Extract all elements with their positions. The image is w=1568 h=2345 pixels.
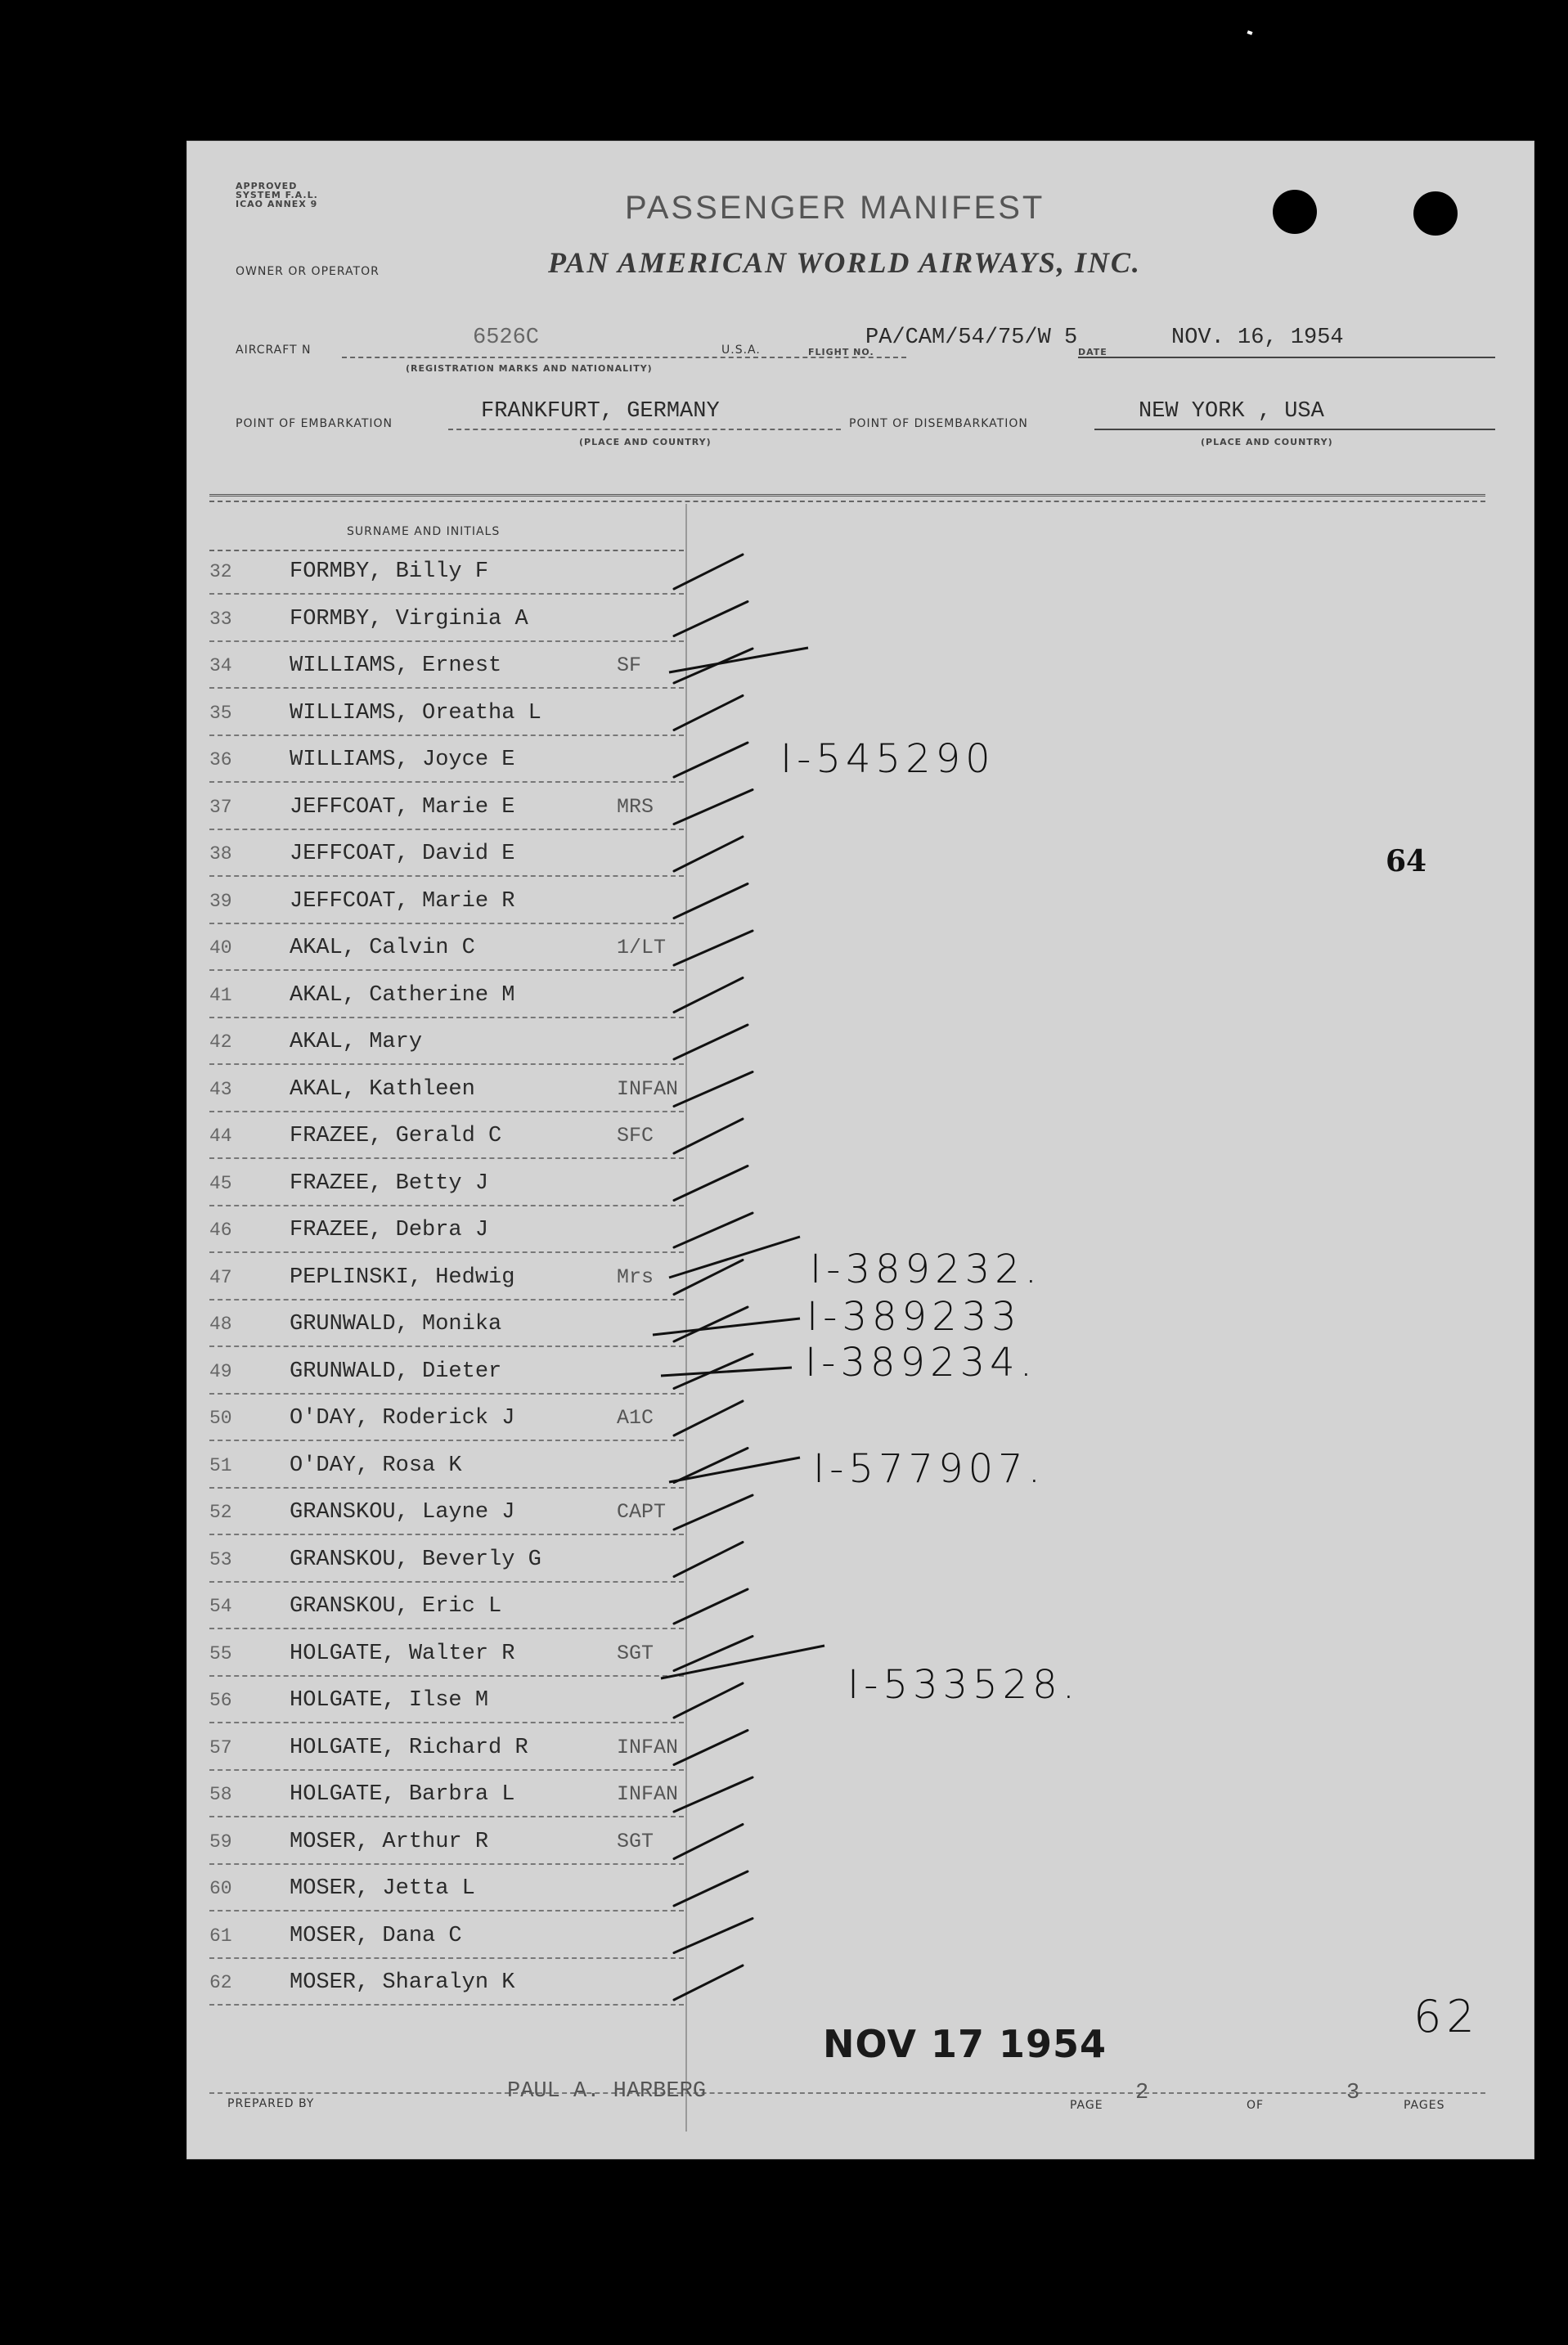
passenger-rank: INFAN bbox=[617, 1735, 679, 1759]
alien-number: I-577907. bbox=[813, 1446, 1045, 1492]
row-number: 44 bbox=[209, 1125, 232, 1147]
stamped-page-number: 64 bbox=[1386, 844, 1427, 878]
tick-marks bbox=[186, 141, 1534, 2159]
manifest-sheet bbox=[186, 141, 1534, 2159]
row-number: 55 bbox=[209, 1642, 232, 1664]
row-number: 47 bbox=[209, 1266, 232, 1288]
alien-number: I-389233 bbox=[806, 1294, 1022, 1340]
passenger-rank: A1C bbox=[617, 1406, 654, 1430]
embarkation-value: FRANKFURT, GERMANY bbox=[481, 399, 720, 424]
passenger-name: GRANSKOU, Layne J bbox=[290, 1500, 515, 1525]
aircraft-label: AIRCRAFT N bbox=[236, 344, 312, 357]
passenger-name: WILLIAMS, Ernest bbox=[290, 654, 502, 678]
tick-mark bbox=[674, 1495, 753, 1530]
row-number: 50 bbox=[209, 1408, 232, 1429]
pages-label: PAGES bbox=[1404, 2099, 1445, 2112]
row-number: 35 bbox=[209, 702, 232, 724]
row-number: 45 bbox=[209, 1172, 232, 1194]
passenger-name: GRANSKOU, Eric L bbox=[290, 1594, 502, 1619]
passenger-name: GRUNWALD, Dieter bbox=[290, 1359, 502, 1384]
tick-mark bbox=[674, 1777, 753, 1812]
date-label: DATE bbox=[1078, 347, 1107, 357]
row-number: 37 bbox=[209, 796, 232, 818]
passenger-name: MOSER, Jetta L bbox=[290, 1876, 475, 1901]
row-number: 41 bbox=[209, 984, 232, 1006]
row-number: 32 bbox=[209, 561, 232, 582]
tick-mark bbox=[674, 1449, 748, 1483]
operator-name: PAN AMERICAN WORLD AIRWAYS, INC. bbox=[548, 246, 1141, 279]
passenger-rank: INFAN bbox=[617, 1076, 679, 1101]
passenger-rank: CAPT bbox=[617, 1500, 667, 1524]
aircraft-value: 6526C bbox=[473, 326, 540, 350]
connector-stroke bbox=[669, 1458, 800, 1482]
passenger-name: AKAL, Mary bbox=[290, 1030, 423, 1054]
row-number: 42 bbox=[209, 1031, 232, 1053]
passenger-name: MOSER, Sharalyn K bbox=[290, 1970, 515, 1995]
tick-mark bbox=[674, 1589, 748, 1624]
passenger-name: HOLGATE, Richard R bbox=[290, 1735, 528, 1760]
tick-mark bbox=[674, 602, 748, 636]
row-number: 59 bbox=[209, 1831, 232, 1853]
tick-mark bbox=[674, 884, 748, 919]
passenger-name: GRUNWALD, Monika bbox=[290, 1312, 502, 1336]
aircraft-caption: (REGISTRATION MARKS AND NATIONALITY) bbox=[406, 363, 653, 374]
tick-mark bbox=[674, 1965, 743, 2000]
passenger-name: FRAZEE, Gerald C bbox=[290, 1124, 502, 1148]
row-number: 62 bbox=[209, 1972, 232, 1993]
passenger-name: MOSER, Dana C bbox=[290, 1923, 462, 1948]
connector-stroke bbox=[653, 1319, 800, 1335]
row-number: 52 bbox=[209, 1502, 232, 1523]
date-stamp: NOV 17 1954 bbox=[823, 2022, 1107, 2066]
tick-mark bbox=[674, 1871, 748, 1906]
tick-mark bbox=[674, 743, 748, 777]
tick-mark bbox=[674, 978, 743, 1013]
tick-mark bbox=[674, 1637, 753, 1671]
passenger-name: JEFFCOAT, David E bbox=[290, 842, 515, 866]
page-value: 2 bbox=[1135, 2081, 1149, 2105]
passenger-name: PEPLINSKI, Hedwig bbox=[290, 1265, 515, 1290]
row-number: 40 bbox=[209, 937, 232, 959]
column-header: SURNAME AND INITIALS bbox=[347, 525, 501, 538]
passenger-name: AKAL, Calvin C bbox=[290, 936, 475, 960]
alien-number: I-533528. bbox=[847, 1662, 1080, 1708]
tick-mark bbox=[674, 649, 753, 683]
row-number: 39 bbox=[209, 890, 232, 912]
passenger-name: MOSER, Arthur R bbox=[290, 1829, 489, 1854]
tick-mark bbox=[674, 1919, 753, 1953]
alien-number: I-389234. bbox=[805, 1340, 1037, 1386]
approval-note: APPROVED SYSTEM F.A.L. ICAO ANNEX 9 bbox=[236, 181, 318, 209]
tick-mark bbox=[674, 1401, 743, 1435]
tick-mark bbox=[674, 1683, 743, 1718]
owner-label: OWNER OR OPERATOR bbox=[236, 265, 380, 278]
tick-mark bbox=[674, 1825, 743, 1859]
alien-number: I-389232. bbox=[810, 1247, 1042, 1292]
passenger-name: AKAL, Kathleen bbox=[290, 1076, 475, 1102]
prepared-value: PAUL A. HARBERG bbox=[507, 2079, 707, 2104]
passenger-name: FORMBY, Billy F bbox=[290, 559, 489, 584]
passenger-rank: SGT bbox=[617, 1829, 654, 1853]
flight-label: FLIGHT NO. bbox=[808, 347, 874, 357]
passenger-rank: MRS bbox=[617, 794, 654, 819]
row-number: 34 bbox=[209, 655, 232, 676]
passenger-name: JEFFCOAT, Marie E bbox=[290, 794, 515, 820]
tick-mark bbox=[674, 837, 743, 871]
row-number: 49 bbox=[209, 1360, 232, 1382]
row-number: 56 bbox=[209, 1690, 232, 1711]
flight-value: PA/CAM/54/75/W 5 bbox=[865, 326, 1078, 350]
connector-stroke bbox=[661, 1646, 824, 1678]
passenger-name: FORMBY, Virginia A bbox=[290, 606, 528, 631]
embarkation-caption: (PLACE AND COUNTRY) bbox=[579, 437, 712, 447]
tick-mark bbox=[674, 931, 753, 965]
row-number: 58 bbox=[209, 1784, 232, 1805]
alien-number: I-545290 bbox=[780, 736, 995, 782]
passenger-name: JEFFCOAT, Marie R bbox=[290, 888, 515, 914]
passenger-name: GRANSKOU, Beverly G bbox=[290, 1547, 541, 1572]
passenger-name: O'DAY, Roderick J bbox=[290, 1406, 515, 1431]
tick-mark bbox=[674, 1166, 748, 1201]
passenger-name: HOLGATE, Ilse M bbox=[290, 1688, 489, 1713]
tick-mark bbox=[674, 790, 753, 824]
passenger-name: FRAZEE, Betty J bbox=[290, 1170, 489, 1196]
row-number: 61 bbox=[209, 1925, 232, 1947]
tick-mark bbox=[674, 1731, 748, 1765]
passenger-name: HOLGATE, Barbra L bbox=[290, 1782, 515, 1807]
passenger-name: WILLIAMS, Oreatha L bbox=[290, 700, 541, 726]
of-label: OF bbox=[1247, 2099, 1265, 2112]
tick-mark bbox=[674, 1307, 748, 1341]
tick-mark bbox=[674, 1119, 743, 1153]
row-number: 60 bbox=[209, 1878, 232, 1899]
embarkation-label: POINT OF EMBARKATION bbox=[236, 417, 393, 430]
passenger-name: AKAL, Catherine M bbox=[290, 982, 515, 1008]
nationality-label: U.S.A. bbox=[721, 344, 761, 357]
row-number: 43 bbox=[209, 1078, 232, 1100]
disembarkation-label: POINT OF DISEMBARKATION bbox=[849, 417, 1028, 430]
row-number: 36 bbox=[209, 749, 232, 770]
passenger-name: FRAZEE, Debra J bbox=[290, 1218, 489, 1242]
connector-stroke bbox=[669, 648, 808, 672]
row-number: 33 bbox=[209, 608, 232, 630]
passenger-rank: SFC bbox=[617, 1124, 654, 1148]
passenger-rank: SGT bbox=[617, 1641, 654, 1665]
row-number: 54 bbox=[209, 1596, 232, 1617]
disembarkation-caption: (PLACE AND COUNTRY) bbox=[1201, 437, 1333, 447]
row-number: 48 bbox=[209, 1314, 232, 1335]
tick-mark bbox=[674, 1213, 753, 1247]
of-value: 3 bbox=[1346, 2081, 1360, 2105]
tick-mark bbox=[674, 1072, 753, 1107]
connector-stroke bbox=[661, 1368, 792, 1376]
date-value: NOV. 16, 1954 bbox=[1171, 326, 1344, 350]
row-number: 51 bbox=[209, 1454, 232, 1476]
row-number: 46 bbox=[209, 1220, 232, 1241]
page-label: PAGE bbox=[1070, 2099, 1103, 2112]
passenger-rank: 1/LT bbox=[617, 936, 667, 959]
disembarkation-value: NEW YORK , USA bbox=[1139, 399, 1324, 424]
connector-stroke bbox=[669, 1237, 800, 1278]
row-number: 53 bbox=[209, 1548, 232, 1570]
passenger-rank: INFAN bbox=[617, 1782, 679, 1806]
passenger-name: WILLIAMS, Joyce E bbox=[290, 748, 515, 772]
form-title: PASSENGER MANIFEST bbox=[625, 190, 1045, 226]
row-number: 38 bbox=[209, 843, 232, 865]
tick-mark bbox=[674, 1543, 743, 1577]
passenger-rank: Mrs bbox=[617, 1265, 654, 1289]
scan-artifact bbox=[1247, 30, 1252, 35]
tick-mark bbox=[674, 555, 743, 589]
row-number: 57 bbox=[209, 1736, 232, 1759]
prepared-label: PREPARED BY bbox=[227, 2097, 315, 2110]
passenger-name: O'DAY, Rosa K bbox=[290, 1453, 462, 1478]
passenger-name: HOLGATE, Walter R bbox=[290, 1641, 515, 1666]
passenger-rank: SF bbox=[617, 654, 642, 677]
tick-mark bbox=[674, 1025, 748, 1059]
handwritten-page-number: 62 bbox=[1413, 1991, 1480, 2042]
tick-mark bbox=[674, 696, 743, 730]
